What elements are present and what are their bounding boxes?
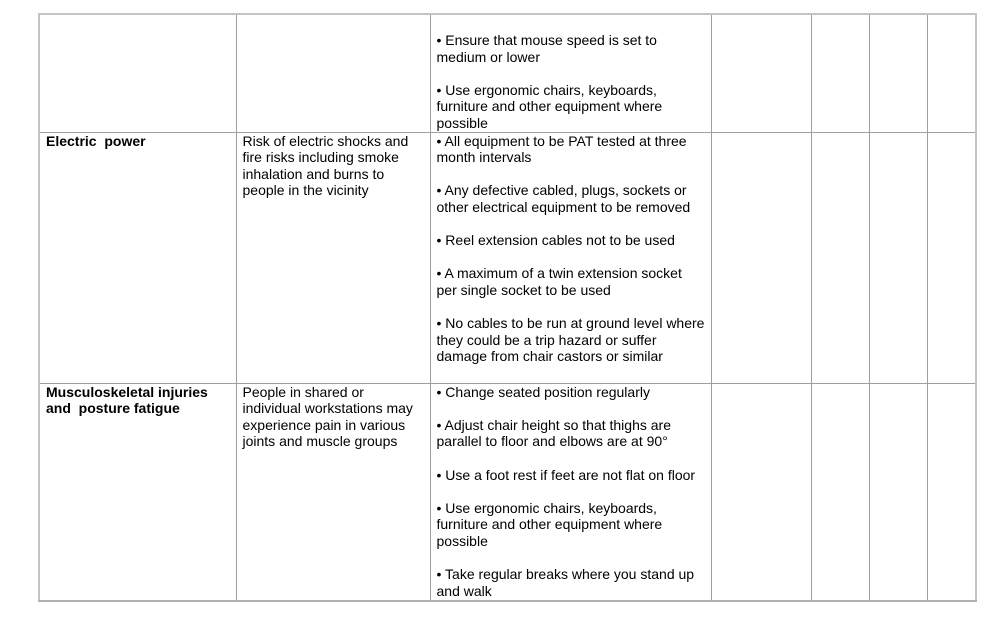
risk-description: Risk of electric shocks and fire risks including smoke inhalation and burns to people in the vicinity xyxy=(242,132,409,199)
risk-assessment-table xyxy=(38,13,977,602)
control-item: • Use ergonomic chairs, keyboards, furniture and other equipment where possible xyxy=(436,81,663,131)
control-item: • Change seated position regularly xyxy=(436,383,650,400)
control-item: • Use a foot rest if feet are not flat on floor xyxy=(436,466,696,483)
control-item: • Ensure that mouse speed is set to medium or lower xyxy=(436,32,657,65)
risk-description: People in shared or individual workstations may experience pain in various joints and muscle groups xyxy=(242,383,413,450)
controls-cell xyxy=(430,14,711,132)
control-item: • Reel extension cables not to be used xyxy=(436,232,675,249)
empty-cell xyxy=(711,132,811,383)
control-item: • Take regular breaks where you stand up and walk xyxy=(436,566,695,599)
risk-cell xyxy=(236,14,430,132)
control-item: • Use ergonomic chairs, keyboards, furniture and other equipment where possible xyxy=(436,499,663,549)
control-item: • A maximum of a twin extension socket per single socket to be used xyxy=(436,265,682,298)
control-item: • Any defective cabled, plugs, sockets or other electrical equipment to be removed xyxy=(436,182,691,215)
table-row xyxy=(39,132,976,383)
control-item: • Adjust chair height so that thighs are parallel to floor and elbows are at 90° xyxy=(436,416,671,450)
hazard-cell xyxy=(39,132,236,383)
empty-cell xyxy=(927,14,976,132)
hazard-label: Musculoskeletal injuries and posture fatigue xyxy=(46,383,212,417)
hazard-label: Electric power xyxy=(46,132,146,149)
table-row xyxy=(39,14,976,132)
empty-cell xyxy=(711,14,811,132)
hazard-cell xyxy=(39,14,236,132)
control-item: • No cables to be run at ground level where they could be a trip hazard or suffer damage from chair castors or similar xyxy=(436,315,705,365)
controls-cell xyxy=(430,383,711,601)
empty-cell xyxy=(869,132,927,383)
empty-cell xyxy=(711,383,811,601)
control-item: • All equipment to be PAT tested at three month intervals xyxy=(436,132,687,166)
empty-cell xyxy=(927,132,976,383)
risk-cell xyxy=(236,383,430,601)
controls-cell xyxy=(430,132,711,383)
empty-cell xyxy=(811,383,869,601)
hazard-cell xyxy=(39,383,236,601)
empty-cell xyxy=(811,14,869,132)
table-row xyxy=(39,383,976,601)
empty-cell xyxy=(927,383,976,601)
risk-cell xyxy=(236,132,430,383)
empty-cell xyxy=(869,14,927,132)
empty-cell xyxy=(869,383,927,601)
empty-cell xyxy=(811,132,869,383)
